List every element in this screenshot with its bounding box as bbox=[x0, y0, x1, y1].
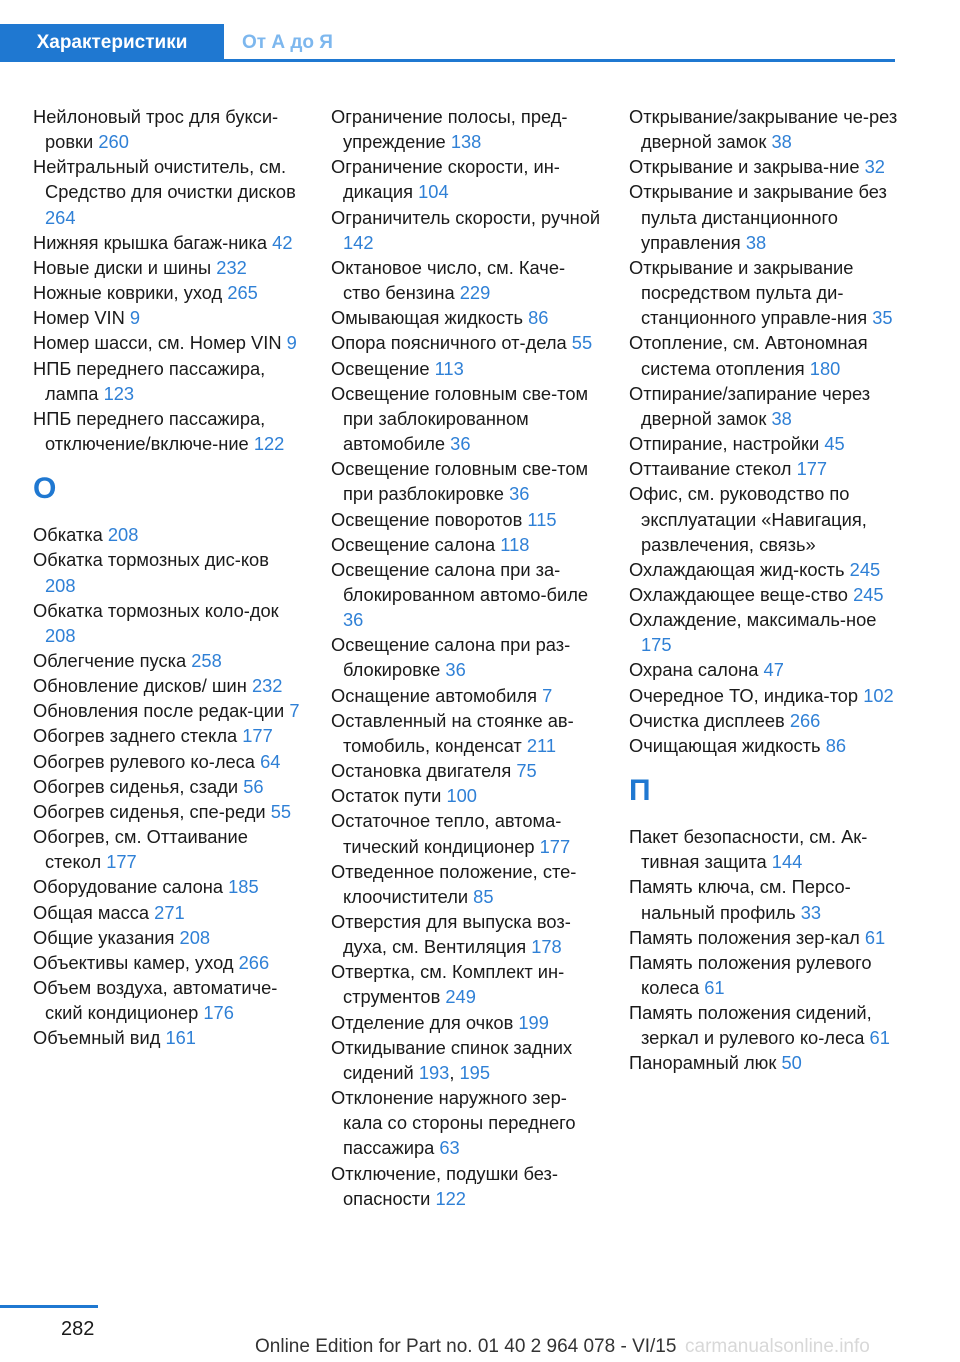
index-entry bbox=[331, 205, 601, 255]
index-entry bbox=[331, 1010, 601, 1035]
index-entry bbox=[33, 547, 303, 597]
entry-term: Освещение салона при раз-блокировке bbox=[331, 634, 571, 681]
page-link[interactable]: 35 bbox=[872, 307, 893, 329]
index-entry bbox=[33, 900, 303, 925]
index-entry bbox=[629, 1050, 899, 1075]
page-link[interactable]: 104 bbox=[418, 181, 449, 203]
page-link[interactable]: 208 bbox=[45, 624, 76, 646]
entry-term: Ограничение скорости, ин-дикация bbox=[331, 156, 560, 203]
index-entry bbox=[331, 255, 601, 305]
page-link[interactable]: 177 bbox=[106, 851, 137, 873]
page-link[interactable]: 176 bbox=[203, 1002, 234, 1024]
entry-term: Оборудование салона bbox=[33, 876, 224, 898]
index-entry bbox=[629, 330, 899, 380]
entry-term: Объемный вид bbox=[33, 1027, 161, 1049]
index-entry bbox=[33, 280, 303, 305]
index-column-3 bbox=[629, 104, 899, 1076]
entry-term: НПБ переднего пассажира, отключение/включе-ние bbox=[33, 407, 266, 455]
page-link[interactable]: 178 bbox=[531, 936, 562, 958]
page-link[interactable]: 118 bbox=[500, 533, 530, 555]
index-entry bbox=[331, 758, 601, 783]
index-entry bbox=[629, 557, 899, 582]
index-entry bbox=[629, 874, 899, 924]
page-link[interactable]: 50 bbox=[781, 1052, 802, 1074]
entry-term: Отклонение наружного зер-кала со стороны переднего пассажира bbox=[331, 1087, 576, 1159]
entry-term: Обогрев сиденья, сзади bbox=[33, 775, 239, 797]
entry-term: Отведенное положение, сте-клоочистители bbox=[331, 860, 577, 907]
index-entry bbox=[33, 330, 303, 355]
index-entry bbox=[331, 1085, 601, 1160]
entry-term: Ножные коврики, уход bbox=[33, 282, 223, 304]
page-link[interactable]: 38 bbox=[745, 231, 767, 253]
index-entry bbox=[629, 708, 899, 733]
entry-term: Отверстия для выпуска воз-духа, см. Вентиляция bbox=[331, 911, 571, 958]
entry-term: Обогрев рулевого ко-леса bbox=[33, 750, 255, 772]
page-link[interactable]: 122 bbox=[435, 1187, 466, 1209]
index-entry bbox=[629, 733, 899, 758]
edition-info: Online Edition for Part no. 01 40 2 964 078 - VI/15 bbox=[255, 1336, 677, 1357]
page-link[interactable]: 177 bbox=[242, 725, 273, 747]
index-entry bbox=[331, 154, 601, 204]
entry-term: Обогрев сиденья, спе-реди bbox=[33, 800, 266, 822]
page-link[interactable]: 32 bbox=[864, 156, 885, 178]
index-entry bbox=[33, 598, 303, 648]
page-link[interactable]: 86 bbox=[528, 307, 549, 329]
index-entry bbox=[629, 950, 899, 1000]
entry-term: Нейлоновый трос для букси-ровки bbox=[33, 106, 279, 153]
page-link[interactable]: 75 bbox=[516, 760, 537, 782]
index-entry bbox=[629, 255, 899, 330]
page-link[interactable]: 47 bbox=[763, 659, 784, 681]
page-link[interactable]: 264 bbox=[45, 206, 76, 228]
page-link[interactable]: 265 bbox=[227, 282, 258, 304]
page-link[interactable]: 33 bbox=[800, 901, 822, 923]
index-entry bbox=[629, 104, 899, 154]
index-entry bbox=[33, 673, 303, 698]
index-entry bbox=[33, 356, 303, 406]
index-entry bbox=[629, 431, 899, 456]
index-entry bbox=[331, 683, 601, 708]
page-link[interactable]: 208 bbox=[179, 926, 211, 948]
index-entry bbox=[629, 607, 899, 657]
page-link[interactable]: 177 bbox=[539, 835, 571, 857]
index-column-2 bbox=[331, 104, 601, 1211]
entry-term: Обновление дисков/ шин bbox=[33, 675, 247, 697]
entry-term: Офис, см. руководство по эксплуатации «Навигация, развлечения, связь» bbox=[629, 483, 867, 555]
page-link[interactable]: 38 bbox=[771, 407, 792, 429]
entry-term: Омывающая жидкость bbox=[331, 307, 524, 329]
entry-term: Память положения рулевого колеса bbox=[629, 951, 872, 998]
entry-term: Октановое число, см. Каче-ство бензина bbox=[331, 256, 566, 304]
tab-characteristics[interactable]: Характеристики bbox=[0, 24, 224, 62]
index-entry bbox=[33, 824, 303, 874]
entry-term: Объем воздуха, автоматиче-ский кондиционер bbox=[33, 977, 278, 1024]
page-link[interactable]: 208 bbox=[45, 574, 76, 596]
entry-term: Обкатка тормозных дис-ков bbox=[33, 549, 269, 571]
index-entry bbox=[331, 808, 601, 858]
index-entry bbox=[33, 950, 303, 975]
index-entry bbox=[331, 330, 601, 355]
entry-term: Номер шасси, см. Номер VIN bbox=[33, 332, 282, 354]
entry-term: Охлаждение, максималь-ное bbox=[629, 609, 877, 631]
page-link[interactable]: 123 bbox=[103, 382, 135, 404]
entry-term: НПБ переднего пассажира, лампа bbox=[33, 357, 266, 404]
index-entry bbox=[33, 749, 303, 774]
index-entry bbox=[331, 632, 601, 682]
entry-term: Остановка двигателя bbox=[331, 760, 512, 782]
page-link[interactable]: 122 bbox=[253, 433, 285, 455]
index-entry bbox=[33, 305, 303, 330]
index-entry bbox=[629, 683, 899, 708]
entry-term: Ограничение полосы, пред-упреждение bbox=[331, 106, 568, 153]
page-link[interactable]: 9 bbox=[129, 307, 141, 329]
entry-term: Открывание и закрывание посредством пульта ди-станционного управле-ния bbox=[629, 256, 868, 329]
page-link[interactable]: 271 bbox=[154, 901, 185, 923]
index-entry bbox=[33, 723, 303, 748]
page-link[interactable]: 42 bbox=[272, 231, 293, 253]
page-link[interactable]: 102 bbox=[863, 684, 894, 706]
page-link[interactable]: 260 bbox=[98, 131, 129, 153]
entry-term: Освещение поворотов bbox=[331, 508, 523, 530]
entry-term: Отопление, см. Автономная система отопления bbox=[629, 332, 868, 379]
page-link[interactable]: 177 bbox=[796, 458, 828, 480]
entry-term: Обогрев заднего стекла bbox=[33, 725, 238, 747]
entry-term: Обновления после редак-ции bbox=[33, 700, 285, 722]
index-entry bbox=[629, 456, 899, 481]
index-entry bbox=[331, 909, 601, 959]
entry-term: Очередное ТО, индика-тор bbox=[629, 684, 859, 706]
page-link[interactable]: 9 bbox=[286, 332, 297, 354]
index-entry bbox=[33, 1025, 303, 1050]
page-link[interactable]: 161 bbox=[165, 1027, 196, 1049]
page-link[interactable]: 63 bbox=[439, 1137, 460, 1159]
index-entry bbox=[33, 522, 303, 547]
page-link[interactable]: 144 bbox=[771, 851, 803, 873]
page-link[interactable]: 208 bbox=[107, 524, 139, 546]
footer-divider bbox=[0, 1305, 98, 1308]
page-link[interactable]: 211 bbox=[526, 734, 557, 756]
index-entry bbox=[331, 859, 601, 909]
entry-term: Освещение головным све-том при заблокированном автомобиле bbox=[331, 382, 589, 455]
entry-term: Отделение для очков bbox=[331, 1011, 514, 1033]
entry-term: Память ключа, см. Персо-нальный профиль bbox=[629, 876, 851, 923]
entry-term: Нейтральный очиститель, см. Средство для очистки дисков bbox=[33, 156, 296, 203]
page-link[interactable]: 232 bbox=[216, 256, 247, 278]
page-link[interactable]: 185 bbox=[228, 876, 259, 898]
entry-term: Номер VIN bbox=[33, 307, 125, 329]
entry-term: Откидывание спинок задних сидений bbox=[331, 1036, 573, 1083]
page-link[interactable]: 113 bbox=[434, 357, 464, 379]
index-entry: Откидывание спинок задних сидений 193, 195 bbox=[331, 1036, 573, 1083]
entry-term: Открывание и закрывание без пульта дистанционного управления bbox=[629, 181, 887, 253]
entry-term: Охлаждающее веще-ство bbox=[629, 583, 848, 605]
entry-term: Нижняя крышка багаж-ника bbox=[33, 231, 268, 253]
page-link[interactable]: 100 bbox=[446, 785, 477, 807]
entry-term: Освещение салона при за-блокированном автомо-биле bbox=[331, 558, 589, 605]
page-link[interactable]: 36 bbox=[509, 483, 530, 505]
page-link[interactable]: 142 bbox=[343, 231, 374, 253]
index-entry bbox=[629, 925, 899, 950]
index-entry bbox=[331, 532, 601, 557]
index-entry bbox=[331, 507, 601, 532]
page-link[interactable]: 193 bbox=[418, 1061, 450, 1083]
entry-term: Отпирание/запирание через дверной замок bbox=[629, 382, 871, 429]
entry-term: Память положения сидений, зеркал и рулевого ко-леса bbox=[629, 1002, 872, 1049]
page-link[interactable]: 61 bbox=[869, 1027, 890, 1049]
entry-term: Открывание и закрыва-ние bbox=[629, 156, 860, 178]
page-link[interactable]: 266 bbox=[789, 709, 821, 731]
page-link[interactable]: 195 bbox=[459, 1061, 491, 1083]
page-link[interactable]: 199 bbox=[518, 1011, 549, 1033]
entry-term: Обкатка тормозных коло-док bbox=[33, 599, 279, 621]
index-entry bbox=[33, 799, 303, 824]
entry-term: Оттаивание стекол bbox=[629, 458, 792, 480]
page-link[interactable]: 38 bbox=[771, 131, 792, 153]
page-link[interactable]: 36 bbox=[450, 433, 471, 455]
page-link[interactable]: 61 bbox=[704, 977, 725, 998]
index-entry bbox=[331, 104, 601, 154]
entry-term: Общая масса bbox=[33, 901, 150, 923]
index-entry bbox=[331, 456, 601, 506]
page-link[interactable]: 115 bbox=[527, 508, 557, 530]
entry-term: Ограничитель скорости, ручной bbox=[331, 206, 601, 228]
entry-term: Общие указания bbox=[33, 926, 175, 948]
page-link[interactable]: 7 bbox=[289, 700, 300, 722]
page-link[interactable]: 86 bbox=[825, 734, 847, 756]
page-link[interactable]: 7 bbox=[542, 684, 553, 706]
header-divider bbox=[224, 59, 895, 62]
page-number: 282 bbox=[61, 1318, 95, 1340]
index-entry bbox=[331, 356, 601, 381]
page-link[interactable]: 175 bbox=[641, 634, 672, 656]
entry-term: Отвертка, см. Комплект ин-струментов bbox=[331, 961, 565, 1008]
index-entry bbox=[629, 1000, 899, 1050]
entry-term: Новые диски и шины bbox=[33, 256, 212, 278]
page-link[interactable]: 249 bbox=[445, 986, 476, 1008]
index-entry bbox=[629, 657, 899, 682]
index-entry bbox=[33, 406, 303, 456]
entry-term: Охлаждающая жид-кость bbox=[629, 558, 845, 580]
index-entry bbox=[629, 481, 899, 556]
index-entry bbox=[629, 381, 899, 431]
index-entry bbox=[33, 255, 303, 280]
index-entry bbox=[33, 698, 303, 723]
page-link[interactable]: 229 bbox=[459, 282, 491, 304]
index-entry bbox=[629, 582, 899, 607]
index-entry bbox=[33, 648, 303, 673]
page-link[interactable]: 85 bbox=[473, 885, 494, 907]
page-link[interactable]: 36 bbox=[343, 609, 364, 631]
entry-term: Остаток пути bbox=[331, 785, 442, 807]
index-entry bbox=[331, 557, 601, 632]
page-link[interactable]: 138 bbox=[450, 131, 482, 153]
entry-term: Объективы камер, уход bbox=[33, 951, 234, 973]
page-link[interactable]: 55 bbox=[571, 332, 593, 354]
entry-term: Освещение салона bbox=[331, 533, 496, 555]
page-link[interactable]: 245 bbox=[853, 583, 884, 605]
index-entry bbox=[629, 824, 899, 874]
index-entry bbox=[33, 874, 303, 899]
page-link[interactable]: 36 bbox=[445, 659, 466, 681]
section-letter: П bbox=[629, 774, 651, 808]
index-entry bbox=[33, 925, 303, 950]
entry-term: Панорамный люк bbox=[629, 1052, 777, 1074]
index-entry bbox=[331, 381, 601, 456]
entry-term: Обогрев, см. Оттаивание стекол bbox=[33, 826, 248, 873]
page-link[interactable]: 55 bbox=[270, 800, 292, 822]
header-tabs bbox=[0, 24, 895, 62]
entry-term: Память положения зер-кал bbox=[629, 926, 860, 948]
page-link[interactable]: 245 bbox=[849, 558, 881, 580]
index-entry bbox=[33, 154, 303, 229]
index-entry bbox=[33, 230, 303, 255]
index-entry bbox=[33, 104, 303, 154]
entry-term: Отключение, подушки без-опасности bbox=[331, 1162, 559, 1209]
entry-term: Открывание/закрывание че-рез дверной замок bbox=[629, 106, 898, 153]
index-entry bbox=[331, 783, 601, 808]
index-entry bbox=[629, 179, 899, 254]
index-column-1 bbox=[33, 104, 303, 1050]
entry-term: Очистка дисплеев bbox=[629, 709, 785, 731]
page-link[interactable]: 45 bbox=[824, 433, 845, 455]
index-entry bbox=[331, 959, 601, 1009]
index-entry bbox=[33, 774, 303, 799]
page-link[interactable]: 266 bbox=[238, 951, 270, 973]
section-letter: О bbox=[33, 472, 57, 506]
page-link[interactable]: 56 bbox=[243, 775, 264, 797]
page-link[interactable]: 180 bbox=[809, 357, 841, 379]
entry-term: Освещение bbox=[331, 357, 430, 379]
page-link[interactable]: 232 bbox=[251, 675, 283, 697]
entry-term: Охрана салона bbox=[629, 659, 759, 681]
entry-term: Обкатка bbox=[33, 524, 103, 546]
entry-term: Остаточное тепло, автома-тический кондиционер bbox=[331, 810, 562, 857]
index-entry bbox=[33, 975, 303, 1025]
watermark: carmanualsonline.info bbox=[685, 1336, 870, 1357]
entry-term: Оснащение автомобиля bbox=[331, 684, 537, 706]
index-entry bbox=[629, 154, 899, 179]
entry-term: Освещение головным све-том при разблокировке bbox=[331, 458, 589, 505]
page-link[interactable]: 258 bbox=[191, 649, 222, 671]
entry-term: Пакет безопасности, см. Ак-тивная защита bbox=[629, 826, 868, 873]
entry-term: Очищающая жидкость bbox=[629, 734, 821, 756]
index-entry bbox=[331, 1161, 601, 1211]
entry-term: Опора поясничного от-дела bbox=[331, 332, 567, 354]
entry-term: Отпирание, настройки bbox=[629, 433, 820, 455]
page-link[interactable]: 61 bbox=[864, 926, 886, 948]
entry-term: Облегчение пуска bbox=[33, 649, 187, 671]
entry-term: Оставленный на стоянке ав-томобиль, конденсат bbox=[331, 709, 574, 756]
index-entry bbox=[331, 305, 601, 330]
index-entry bbox=[331, 708, 601, 758]
tab-a-to-z[interactable]: От А до Я bbox=[242, 32, 333, 53]
page-link[interactable]: 64 bbox=[260, 750, 281, 772]
